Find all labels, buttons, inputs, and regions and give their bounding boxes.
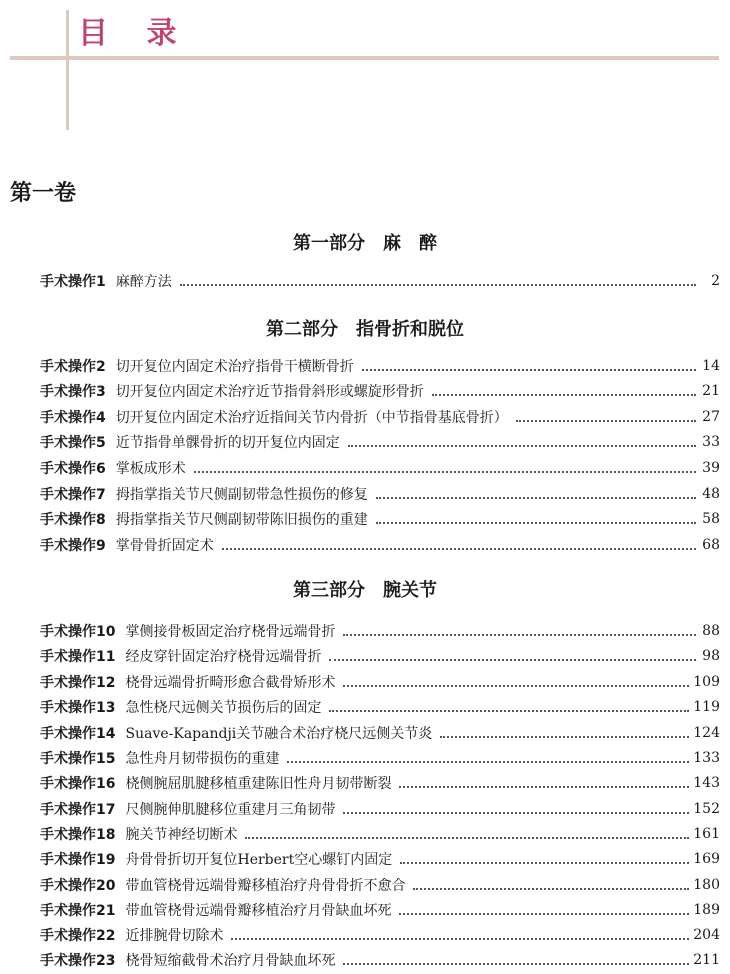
entry-page: 2 bbox=[711, 272, 720, 289]
entry-page: 14 bbox=[702, 357, 720, 374]
entry-page: 109 bbox=[693, 673, 720, 690]
entry-page: 33 bbox=[702, 433, 720, 450]
entry-number: 手术操作14 bbox=[40, 725, 116, 742]
entry-page: 204 bbox=[693, 926, 720, 943]
entry-title: 掌侧接骨板固定治疗桡骨远端骨折 bbox=[125, 623, 336, 640]
entry-page: 48 bbox=[702, 485, 720, 502]
entry-page: 124 bbox=[693, 724, 720, 741]
entry-number: 手术操作16 bbox=[40, 775, 116, 792]
entry-title: 切开复位内固定术治疗近指间关节内骨折（中节指骨基底骨折） bbox=[115, 409, 508, 426]
dot-leader bbox=[348, 433, 696, 447]
entry-title: 桡侧腕屈肌腱移植重建陈旧性舟月韧带断裂 bbox=[125, 775, 392, 792]
dot-leader bbox=[231, 926, 689, 940]
entry-page: 211 bbox=[693, 951, 720, 968]
toc-entry[interactable] bbox=[40, 618, 720, 643]
entry-page: 189 bbox=[693, 901, 720, 918]
entry-title: 近节指骨单髁骨折的切开复位内固定 bbox=[115, 434, 340, 451]
entry-page: 180 bbox=[693, 876, 720, 893]
part-label: 第三部分 bbox=[293, 580, 365, 601]
entry-title: 经皮穿针固定治疗桡骨远端骨折 bbox=[125, 648, 322, 665]
entry-number: 手术操作15 bbox=[40, 750, 116, 767]
entry-number: 手术操作7 bbox=[40, 486, 106, 503]
dot-leader bbox=[399, 901, 689, 915]
toc-entry[interactable] bbox=[40, 872, 720, 897]
entry-page: 21 bbox=[702, 382, 720, 399]
dot-leader bbox=[180, 272, 696, 286]
entry-number: 手术操作21 bbox=[40, 902, 116, 919]
toc-entry[interactable] bbox=[40, 429, 720, 454]
entry-number: 手术操作11 bbox=[40, 648, 116, 665]
toc-entry[interactable] bbox=[40, 643, 720, 668]
toc-entry[interactable] bbox=[40, 669, 720, 694]
entry-number: 手术操作5 bbox=[40, 434, 106, 451]
toc-entry[interactable] bbox=[40, 404, 720, 429]
entry-title: 桡骨短缩截骨术治疗月骨缺血坏死 bbox=[125, 952, 336, 969]
dot-leader bbox=[245, 825, 689, 839]
entry-number: 手术操作4 bbox=[40, 409, 106, 426]
dot-leader bbox=[516, 408, 696, 422]
dot-leader bbox=[343, 800, 689, 814]
dot-leader bbox=[432, 382, 696, 396]
part-label: 第二部分 bbox=[266, 319, 338, 340]
dot-leader bbox=[400, 850, 689, 864]
dot-leader bbox=[287, 749, 689, 763]
entry-page: 58 bbox=[702, 510, 720, 527]
dot-leader bbox=[343, 622, 696, 636]
entry-title: 切开复位内固定术治疗近节指骨斜形或螺旋形骨折 bbox=[115, 383, 424, 400]
entry-number: 手术操作12 bbox=[40, 674, 116, 691]
entry-number: 手术操作9 bbox=[40, 537, 106, 554]
entry-number: 手术操作17 bbox=[40, 801, 116, 818]
dot-leader bbox=[329, 698, 689, 712]
toc-entry[interactable] bbox=[40, 378, 720, 403]
entry-number: 手术操作10 bbox=[40, 623, 116, 640]
entry-title: 麻醉方法 bbox=[115, 273, 172, 290]
toc-entry[interactable] bbox=[40, 506, 720, 531]
entry-page: 133 bbox=[693, 749, 720, 766]
part-heading-1 bbox=[0, 229, 730, 255]
toc-entry[interactable] bbox=[40, 481, 720, 506]
toc-entry[interactable] bbox=[40, 455, 720, 480]
dot-leader bbox=[376, 510, 696, 524]
entry-number: 手术操作23 bbox=[40, 952, 116, 969]
entry-number: 手术操作1 bbox=[40, 273, 106, 290]
entry-page: 27 bbox=[702, 408, 720, 425]
entry-page: 88 bbox=[702, 622, 720, 639]
entry-page: 98 bbox=[702, 647, 720, 664]
toc-entry[interactable] bbox=[40, 694, 720, 719]
part-heading-3 bbox=[0, 576, 730, 602]
entry-number: 手术操作3 bbox=[40, 383, 106, 400]
entry-title: 急性桡尺远侧关节损伤后的固定 bbox=[125, 699, 322, 716]
toc-entry[interactable] bbox=[40, 353, 720, 378]
entry-title: 桡骨远端骨折畸形愈合截骨矫形术 bbox=[125, 674, 336, 691]
part-heading-2 bbox=[0, 315, 730, 341]
entry-number: 手术操作18 bbox=[40, 826, 116, 843]
entry-page: 152 bbox=[693, 800, 720, 817]
entry-title: 拇指掌指关节尺侧副韧带陈旧损伤的重建 bbox=[115, 511, 368, 528]
entry-title: 近排腕骨切除术 bbox=[125, 927, 224, 944]
dot-leader bbox=[440, 724, 689, 738]
volume-title: 第一卷 bbox=[10, 180, 77, 206]
toc-entry[interactable] bbox=[40, 796, 720, 821]
entry-number: 手术操作22 bbox=[40, 927, 116, 944]
header-horizontal-rule bbox=[10, 56, 719, 60]
dot-leader bbox=[329, 647, 696, 661]
toc-title: 目 录 bbox=[78, 16, 191, 51]
entry-title: 尺侧腕伸肌腱移位重建月三角韧带 bbox=[125, 801, 336, 818]
toc-entry[interactable] bbox=[40, 947, 720, 972]
toc-entry[interactable] bbox=[40, 745, 720, 770]
dot-leader bbox=[413, 876, 689, 890]
dot-leader bbox=[343, 673, 689, 687]
entry-title: 带血管桡骨远端骨瓣移植治疗舟骨骨折不愈合 bbox=[125, 877, 406, 894]
entry-number: 手术操作19 bbox=[40, 851, 116, 868]
toc-entry[interactable] bbox=[40, 770, 720, 795]
toc-entry[interactable] bbox=[40, 922, 720, 947]
entry-page: 169 bbox=[693, 850, 720, 867]
dot-leader bbox=[343, 951, 689, 965]
entry-title: 舟骨骨折切开复位Herbert空心螺钉内固定 bbox=[125, 851, 393, 868]
part-name: 麻 醉 bbox=[383, 233, 437, 254]
dot-leader bbox=[362, 357, 696, 371]
dot-leader bbox=[194, 459, 696, 473]
entry-title: 急性舟月韧带损伤的重建 bbox=[125, 750, 280, 767]
entry-page: 68 bbox=[702, 536, 720, 553]
part-name: 腕关节 bbox=[383, 580, 437, 601]
toc-entry[interactable] bbox=[40, 897, 720, 922]
dot-leader bbox=[376, 485, 696, 499]
toc-entry[interactable] bbox=[40, 268, 720, 293]
toc-entry[interactable] bbox=[40, 846, 720, 871]
entry-title: 切开复位内固定术治疗指骨干横断骨折 bbox=[115, 358, 354, 375]
entry-title: 腕关节神经切断术 bbox=[125, 826, 238, 843]
header-vertical-rule bbox=[66, 10, 69, 130]
entry-page: 143 bbox=[693, 774, 720, 791]
entry-title: Suave-Kapandji关节融合术治疗桡尺远侧关节炎 bbox=[125, 725, 433, 742]
entry-page: 39 bbox=[702, 459, 720, 476]
toc-entry[interactable] bbox=[40, 532, 720, 557]
entry-title: 拇指掌指关节尺侧副韧带急性损伤的修复 bbox=[115, 486, 368, 503]
part-label: 第一部分 bbox=[293, 233, 365, 254]
toc-entry[interactable] bbox=[40, 720, 720, 745]
entry-number: 手术操作6 bbox=[40, 460, 106, 477]
entry-number: 手术操作8 bbox=[40, 511, 106, 528]
entry-title: 带血管桡骨远端骨瓣移植治疗月骨缺血坏死 bbox=[125, 902, 392, 919]
entry-page: 119 bbox=[693, 698, 720, 715]
entry-number: 手术操作20 bbox=[40, 877, 116, 894]
entry-number: 手术操作2 bbox=[40, 358, 106, 375]
dot-leader bbox=[399, 774, 689, 788]
entry-title: 掌板成形术 bbox=[115, 460, 186, 477]
dot-leader bbox=[222, 536, 696, 550]
entry-page: 161 bbox=[693, 825, 720, 842]
toc-entry[interactable] bbox=[40, 821, 720, 846]
entry-number: 手术操作13 bbox=[40, 699, 116, 716]
entry-title: 掌骨骨折固定术 bbox=[115, 537, 214, 554]
part-name: 指骨折和脱位 bbox=[356, 319, 464, 340]
